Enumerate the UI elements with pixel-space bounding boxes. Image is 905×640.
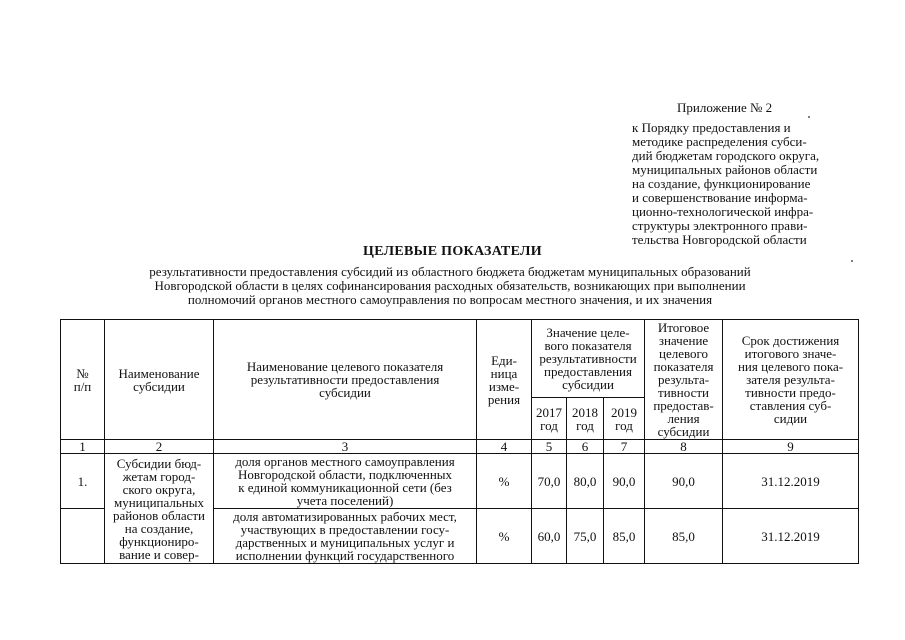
final-value: 85,0 [645, 509, 723, 564]
document-title: ЦЕЛЕВЫЕ ПОКАЗАТЕЛИ [363, 244, 542, 259]
value-2017: 60,0 [532, 509, 567, 564]
column-number: 1 [61, 440, 105, 454]
table-row [61, 454, 859, 509]
appendix-line: дий бюджетам городского округа, [632, 148, 820, 163]
row-number-empty [61, 509, 105, 564]
header-indicator: Наименование целевого показателя результативности предоставления субсидии [214, 320, 477, 440]
indicators-table [60, 319, 859, 564]
subtitle-line: результативности предоставления субсидий из областного бюджета бюджетам муниципальных образований [149, 264, 751, 279]
column-number-row [61, 440, 859, 454]
header-year-2018: 2018 год [567, 398, 604, 440]
header-final-value: Итоговое значение целевого показателя результа- тивности предостав- ления субсидии [645, 320, 723, 440]
value-2019: 85,0 [604, 509, 645, 564]
indicator-name: доля автоматизированных рабочих мест, участвующих в предоставлении госу- дарственных и муниципальных услуг и исполнении функций государственного [214, 509, 477, 564]
final-value: 90,0 [645, 454, 723, 509]
value-2017: 70,0 [532, 454, 567, 509]
document-subtitle [80, 265, 820, 307]
column-number: 6 [567, 440, 604, 454]
header-num: № п/п [61, 320, 105, 440]
header-year-2019: 2019 год [604, 398, 645, 440]
deadline-date: 31.12.2019 [723, 454, 859, 509]
subtitle-line: Новгородской области в целях софинансирования расходных обязательств, возникающих при выполнении [154, 278, 746, 293]
subtitle-line: полномочий органов местного самоуправления по вопросам местного значения, и их значения [187, 292, 713, 307]
column-number: 7 [604, 440, 645, 454]
appendix-block [632, 101, 844, 247]
subsidy-name: Субсидии бюд- жетам город- ского округа, муниципальных районов области на создание, функциониро- вание и совер- [105, 454, 214, 564]
column-number: 5 [532, 440, 567, 454]
header-year-2017: 2017 год [532, 398, 567, 440]
header-subsidy: Наименование субсидии [105, 320, 214, 440]
appendix-line: методике распределения субси- [632, 134, 807, 149]
column-number: 9 [723, 440, 859, 454]
appendix-line: к Порядку предоставления и [632, 120, 791, 135]
appendix-text [632, 121, 844, 247]
appendix-line: и совершенствование информа- [632, 190, 808, 205]
value-2019: 90,0 [604, 454, 645, 509]
unit-cell: % [477, 509, 532, 564]
scan-speck [808, 116, 810, 118]
value-2018: 80,0 [567, 454, 604, 509]
appendix-line: муниципальных районов области [632, 162, 818, 177]
scan-speck [851, 260, 853, 262]
column-number: 4 [477, 440, 532, 454]
indicator-name: доля органов местного самоуправления Новгородской области, подключенных к единой коммуникационной сети (без учета поселений) [214, 454, 477, 509]
appendix-line: на создание, функционирование [632, 176, 811, 191]
column-number: 8 [645, 440, 723, 454]
unit-cell: % [477, 454, 532, 509]
header-value-group: Значение целе- вого показателя результативности предоставления субсидии [532, 320, 645, 398]
value-2018: 75,0 [567, 509, 604, 564]
appendix-line: тельства Новгородской области [632, 232, 807, 247]
appendix-line: структуры электронного прави- [632, 218, 808, 233]
row-number: 1. [61, 454, 105, 509]
header-unit: Еди- ница изме- рения [477, 320, 532, 440]
appendix-title: Приложение № 2 [677, 100, 773, 115]
appendix-line: ционно-технологической инфра- [632, 204, 814, 219]
deadline-date: 31.12.2019 [723, 509, 859, 564]
header-deadline: Срок достижения итогового значе- ния целевого пока- зателя результа- тивности предо- ставления суб- сидии [723, 320, 859, 440]
column-number: 3 [214, 440, 477, 454]
column-number: 2 [105, 440, 214, 454]
